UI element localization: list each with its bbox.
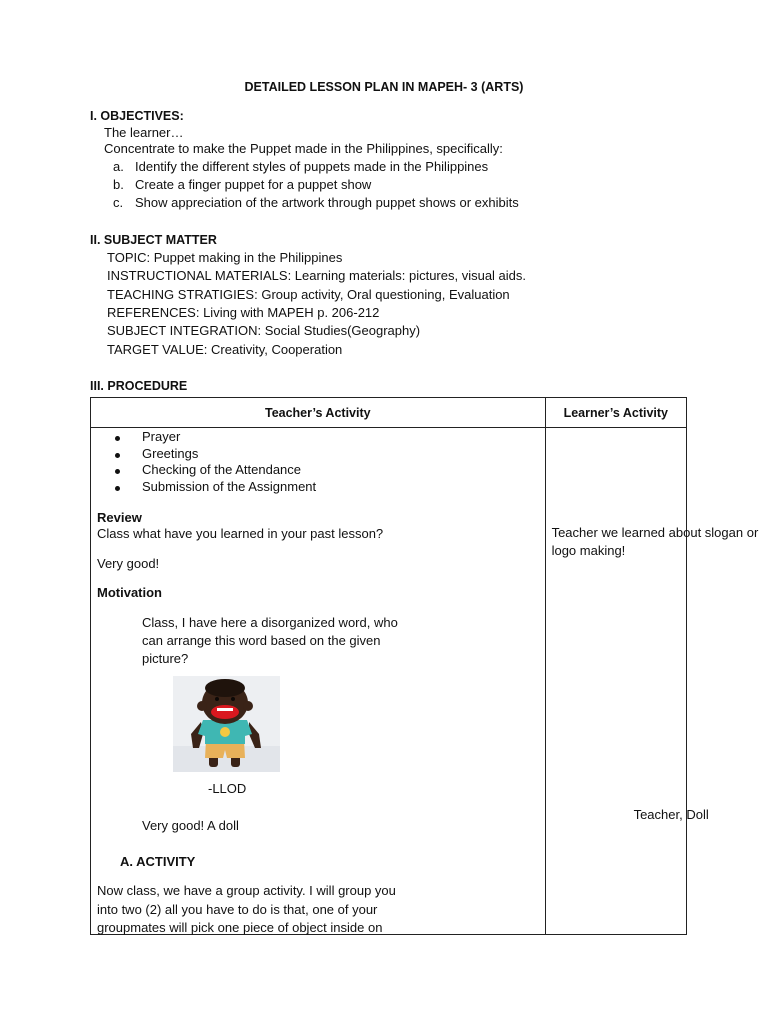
objective-marker: b. (113, 177, 124, 192)
objectives-intro: Concentrate to make the Puppet made in the Philippines, specifically: (104, 141, 503, 156)
objectives-heading: I. OBJECTIVES: (90, 109, 184, 123)
review-heading: Review (97, 510, 142, 525)
motivation-heading: Motivation (97, 585, 162, 600)
subject-matter-heading: II. SUBJECT MATTER (90, 233, 217, 247)
learner-activity-header: Learner’s Activity (545, 398, 686, 428)
bullet-dot (115, 436, 120, 441)
very-good-text: Very good! (97, 556, 160, 571)
bullet-greetings: Greetings (142, 446, 199, 461)
bullet-attendance: Checking of the Attendance (142, 462, 302, 477)
objective-text: Identify the different styles of puppets made in the Philippines (135, 159, 489, 174)
puppet-image (173, 676, 280, 772)
scrambled-word: -LLOD (208, 781, 247, 796)
procedure-heading: III. PROCEDURE (90, 379, 188, 393)
activity-heading: A. ACTIVITY (120, 854, 196, 869)
subject-matter-references: REFERENCES: Living with MAPEH p. 206-212 (107, 305, 380, 320)
objective-item-a (113, 159, 488, 174)
objective-text: Create a finger puppet for a puppet show (135, 177, 372, 192)
procedure-table (90, 397, 759, 935)
objective-marker: a. (113, 159, 124, 174)
learner-review-line-2: logo making! (551, 543, 626, 558)
subject-matter-target-value: TARGET VALUE: Creativity, Cooperation (107, 342, 343, 357)
motivation-line-1: Class, I have here a disorganized word, who (142, 615, 398, 630)
subject-matter-integration: SUBJECT INTEGRATION: Social Studies(Geography) (107, 323, 421, 338)
objective-item-c (113, 195, 519, 210)
review-question: Class what have you learned in your past lesson? (97, 526, 384, 541)
bullet-assignment: Submission of the Assignment (142, 479, 317, 494)
learner-activity-cell (545, 428, 759, 935)
motivation-line-2: can arrange this word based on the given (142, 633, 381, 648)
puppet-doll-icon (173, 676, 280, 772)
learner-review-line-1: Teacher we learned about slogan or (551, 525, 759, 540)
objective-marker: c. (113, 195, 124, 210)
activity-line-1: Now class, we have a group activity. I will group you (97, 883, 396, 898)
motivation-line-3: picture? (142, 651, 189, 666)
learner-doll-answer: Teacher, Doll (633, 807, 709, 822)
teacher-activity-cell (91, 428, 546, 935)
bullet-dot (115, 453, 120, 458)
teacher-activity-header: Teacher’s Activity (91, 398, 546, 428)
very-good-doll: Very good! A doll (142, 818, 239, 833)
activity-line-3: groupmates will pick one piece of object inside on (97, 920, 383, 935)
subject-matter-materials: INSTRUCTIONAL MATERIALS: Learning materials: pictures, visual aids. (107, 268, 527, 283)
objectives-learner: The learner… (104, 125, 184, 140)
document-title: DETAILED LESSON PLAN IN MAPEH- 3 (ARTS) (244, 80, 524, 94)
subject-matter-strategies: TEACHING STRATIGIES: Group activity, Oral questioning, Evaluation (107, 287, 510, 302)
bullet-dot (115, 469, 120, 474)
bullet-dot (115, 486, 120, 491)
objective-text: Show appreciation of the artwork through puppet shows or exhibits (135, 195, 519, 210)
activity-line-2: into two (2) all you have to do is that, one of your (97, 902, 378, 917)
subject-matter-topic: TOPIC: Puppet making in the Philippines (107, 250, 343, 265)
objective-item-b (113, 177, 371, 192)
bullet-prayer: Prayer (142, 429, 181, 444)
